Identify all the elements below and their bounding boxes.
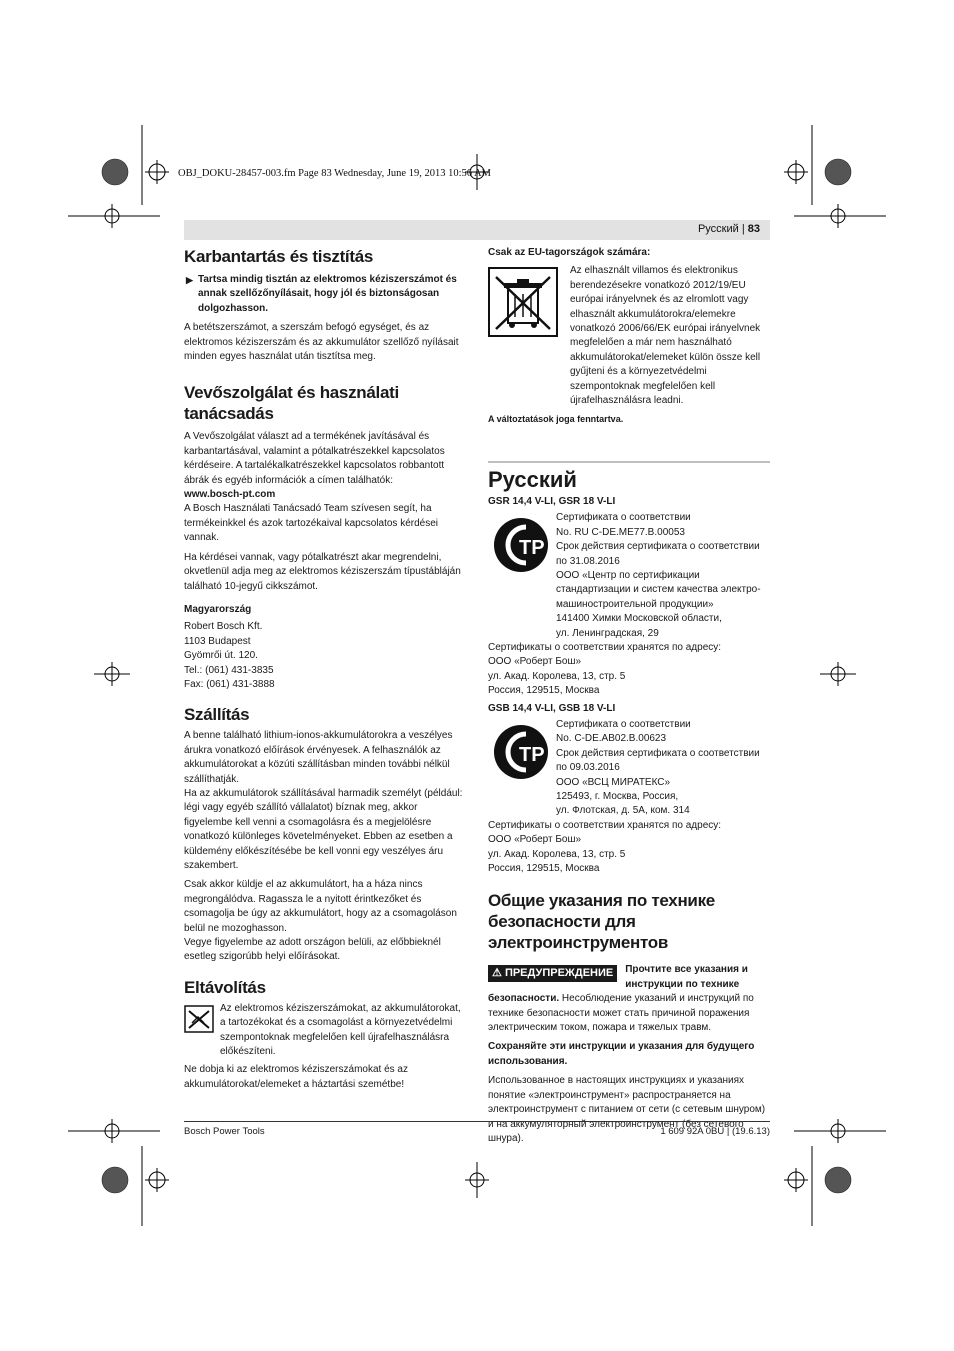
cert-line: No. C-DE.AB02.B.00623: [556, 733, 667, 745]
cert-line: ул. Ленинградская, 29: [556, 627, 659, 639]
model-line-2: GSB 14,4 V-LI, GSB 18 V-LI: [488, 702, 616, 714]
footer-doc-number: 1 609 92A 0BU | (19.6.13): [660, 1126, 770, 1137]
eu-row: [488, 263, 770, 408]
cert-line: ООО «Центр по сертификации стандартизации и систем качества электро-машиностроительной продукции»: [556, 569, 761, 610]
transport-heading: Szállítás: [184, 705, 250, 725]
eu-heading: Csak az EU-tagországok számára:: [488, 247, 651, 258]
cert-line: Сертификата о соответствии: [556, 512, 691, 524]
stored-line: Россия, 129515, Москва: [488, 863, 600, 875]
safety-heading: Общие указания по технике безопасности для электроинструментов: [488, 891, 715, 953]
stored-line: Сертификаты о соответствии хранятся по адресу:: [488, 641, 722, 653]
service-paragraph-1: A Vevőszolgálat választ ad a termékének javításával és karbantartásával, valamint a pótalkatrészekkel kapcsolatos kérdéseire. A tartalékalkatrészekkel kapcsolatos robbantott ábrák és egyéb információk a címen találhatók:: [184, 431, 445, 486]
eac-certification-icon: [488, 724, 556, 780]
cert-line: Срок действия сертификата о соответствии по 09.03.2016: [556, 747, 760, 774]
svg-text:TP: TP: [519, 743, 545, 766]
warning-badge: [488, 965, 617, 982]
service-paragraph-3: Ha kérdései vannak, vagy pótalkatrészt akar megrendelni, okvetlenül adja meg az elektromos kéziszerszám típustábláján található 10-jegyű cikkszámot.: [184, 551, 461, 592]
maintenance-bullet-text: Tartsa mindig tisztán az elektromos kéziszerszámot és annak szellőzőnyílásait, hogy jól és biztonságosan dolgozhasson.: [198, 274, 457, 314]
stored-line: Россия, 129515, Москва: [488, 685, 600, 697]
maintenance-paragraph: A betétszerszámot, a szerszám befogó egységet, és az elektromos kéziszerszám és az akkumulátor szellőző nyílásait minden egyes használat után tisztítsa meg.: [184, 322, 459, 363]
left-column: [184, 246, 466, 1092]
service-paragraph-2: A Bosch Használati Tanácsadó Team szívesen segít, ha termékeinkkel és azok tartozékaival kapcsolatos kérdései vannak.: [184, 503, 439, 544]
right-column: [488, 246, 770, 1146]
maintenance-bullet: [184, 273, 466, 316]
stored-line: Сертификаты о соответствии хранятся по адресу:: [488, 819, 722, 831]
certificate-block-2: [488, 718, 770, 819]
page-header: [184, 220, 770, 240]
service-heading: Vevőszolgálat és használati tanácsadás: [184, 383, 399, 424]
cert-line: ул. Флотская, д. 5А, ком. 314: [556, 805, 690, 817]
certificate-text-2: [556, 718, 770, 819]
transport-paragraph-1: A benne található lithium-ionos-akkumulátorokra a veszélyes árukra vonatkozó előírások érvényesek. A felhasználók az akkumulátorokat a közúti szállításban minden további nélkül szállíthatják.: [184, 730, 453, 785]
bullet-arrow-icon: ▶: [186, 275, 193, 285]
stored-line: ул. Акад. Королева, 13, стр. 5: [488, 848, 626, 860]
address-line: Tel.: (061) 431-3835: [184, 664, 274, 676]
cert-line: 125493, г. Москва, Россия,: [556, 791, 679, 802]
service-country: Magyarország: [184, 603, 252, 615]
keep-instructions: Сохраняйте эти инструкции и указания для будущего использования.: [488, 1041, 755, 1067]
cert-line: Срок действия сертификата о соответствии по 31.08.2016: [556, 541, 760, 567]
rights-reserved: A változtatások joga fenntartva.: [488, 414, 624, 425]
header-section: Русский: [697, 223, 739, 235]
cert-line: No. RU C-DE.ME77.B.00053: [556, 526, 685, 538]
russian-heading: Русский: [488, 466, 577, 492]
warning-text: Несоблюдение указаний и инструкций по технике безопасности может стать причиной поражения электрическим током, пожара и тяжелых травм.: [488, 993, 754, 1034]
disposal-heading: Eltávolítás: [184, 977, 266, 997]
cert-line: ООО «ВСЦ МИРАТЕКС»: [556, 776, 671, 788]
language-divider: [488, 461, 770, 463]
footer-brand: Bosch Power Tools: [184, 1126, 265, 1137]
service-url[interactable]: www.bosch-pt.com: [184, 489, 276, 501]
maintenance-heading: Karbantartás és tisztítás: [184, 247, 374, 266]
document-slug: OBJ_DOKU-28457-003.fm Page 83 Wednesday, June 19, 2013 10:56 AM: [178, 168, 491, 179]
warning-block: [488, 963, 770, 1035]
certificate-block-1: [488, 511, 770, 641]
transport-paragraph-4: Vegye figyelembe az adott országon belüli, az előbbieknél esetleg szigorúbb helyi előírásokat.: [184, 937, 441, 963]
warning-triangle-icon: ⚠: [492, 967, 502, 980]
model-line-1: GSR 14,4 V-LI, GSR 18 V-LI: [488, 495, 616, 507]
address-line: Robert Bosch Kft.: [184, 621, 263, 633]
svg-text:TP: TP: [519, 537, 545, 560]
footer-rule: [184, 1121, 770, 1122]
safety-paragraph: Использованное в настоящих инструкциях и указаниях понятие «электроинструмент» распространяется на электроинструмент с питанием от сети (с сетевым шнуром) и на аккумуляторный электроинструмент (без сетевого шнура).: [488, 1075, 766, 1144]
transport-paragraph-2: Ha az akkumulátorok szállításával harmadik személyt (például: légi vagy egyéb szállító vállalatot) bíznak meg, akkor figyelembe kell venni a csomagolásra és a megjelölésre vonatkozó különleges követelményeket. Ebben az esetben a küldemény előkészítésébe be kell vonni egy veszélyes áru szakembert.: [184, 787, 463, 871]
crossed-bin-icon: [488, 267, 558, 337]
stored-line: ООО «Роберт Бош»: [488, 834, 582, 846]
cert-line: Сертификата о соответствии: [556, 718, 691, 730]
disposal-paragraph-2: Ne dobja ki az elektromos kéziszerszámokat és az akkumulátorokat/elemeket a háztartási szemétbe!: [184, 1064, 408, 1090]
warning-badge-label: ПРЕДУПРЕЖДЕНИЕ: [504, 967, 614, 980]
stored-line: ул. Акад. Королева, 13, стр. 5: [488, 670, 626, 682]
address-line: 1103 Budapest: [184, 635, 251, 647]
recycle-box-icon: [184, 1005, 214, 1033]
disposal-paragraph-1: Az elektromos kéziszerszámokat, az akkumulátorokat, a tartozékokat és a csomagolást a környezetvédelmi szempontoknak megfelelően kell újrafelhasználásra előkészíteni.: [220, 1002, 461, 1058]
eac-certification-icon: [488, 517, 556, 573]
stored-line: ООО «Роберт Бош»: [488, 656, 582, 668]
cert-line: 141400 Химки Московской области,: [556, 613, 722, 625]
certificate-text-1: [556, 511, 770, 641]
header-text: [698, 223, 760, 235]
warning-bold-text: Прочтите все указания и инструкции по технике безопасности.: [488, 964, 748, 1005]
eu-paragraph: Az elhasznált villamos és elektronikus berendezésekre vonatkozó 2012/19/EU európai irányelvnek és az elromlott vagy elhasznált akkumulátorokra/elemekre vonatkozó 2006/66/EK európai irányelvnek megfelelően a már nem használható akkumulátorokat/elemeket külön össze kell gyűjteni és a környezetvédelmi szempontoknak megfelelően kell újrafelhasználásra leadni.: [570, 265, 761, 407]
transport-paragraph-3: Csak akkor küldje el az akkumulátort, ha a háza nincs megrongálódva. Ragassza le a nyitott érintkezőket és csomagolja be úgy az akkumulátort, hogy az a csomagoláson belül ne mozoghasson.: [184, 879, 457, 934]
address-line: Gyömrői út. 120.: [184, 650, 258, 662]
header-separator: |: [741, 223, 745, 235]
page-number: 83: [747, 223, 760, 235]
disposal-row: [184, 1002, 466, 1060]
address-line: Fax: (061) 431-3888: [184, 678, 275, 690]
